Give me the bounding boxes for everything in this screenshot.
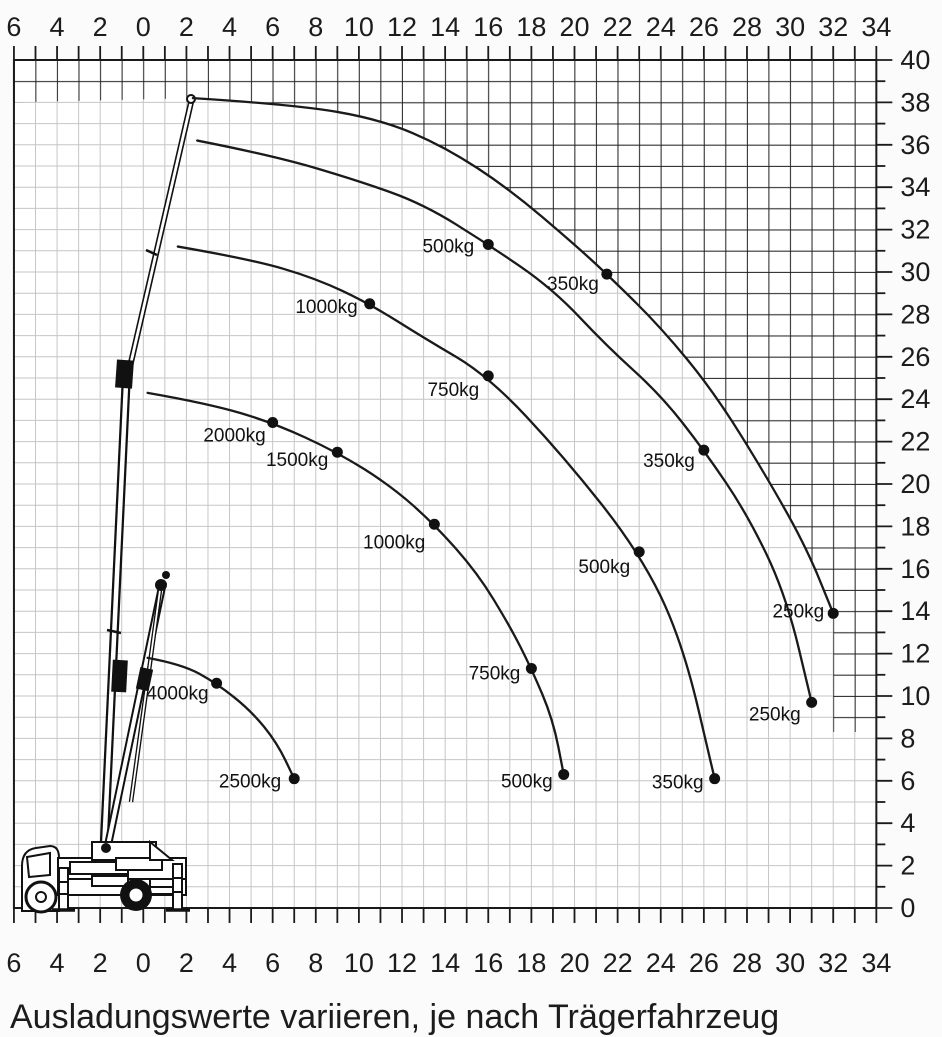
y-axis-label: 14 [900,596,931,627]
x-axis-label: 16 [473,948,504,978]
curve-marker-dot [601,269,612,280]
curve-marker-label: 1000kg [295,296,358,318]
y-axis-label: 36 [900,129,931,160]
y-axis-label: 16 [900,553,931,584]
x-axis-label: 6 [265,948,281,978]
curve-marker-label: 750kg [427,379,480,401]
curve-marker-dot [429,519,440,530]
curve-marker-dot [806,697,817,708]
x-axis-label: 30 [775,12,806,42]
curve-marker-label: 250kg [772,601,825,623]
curve-marker-label: 350kg [643,451,695,473]
curve-marker-label: 750kg [468,663,521,685]
x-axis-label: 4 [49,948,65,978]
x-axis-label: 26 [688,12,719,42]
x-axis-label: 2 [178,948,194,978]
x-axis-label: 26 [688,948,719,978]
x-axis-label: 12 [386,948,418,978]
y-axis-label: 2 [900,850,916,881]
x-axis-label: 32 [818,12,849,42]
footer-note: Ausladungswerte variieren, je nach Trägerfahrzeug [10,998,780,1036]
y-axis-label: 4 [900,808,916,839]
x-axis-label: 32 [818,948,849,978]
y-axis-label: 34 [900,172,931,203]
x-axis-label: 0 [135,948,151,978]
x-axis-label: 2 [178,12,194,42]
x-axis-label: 20 [559,948,590,978]
x-axis-label: 28 [731,12,763,42]
curve-marker-dot [267,417,278,428]
y-axis-label: 10 [900,681,931,711]
y-axis-label: 26 [900,341,931,372]
x-axis-label: 14 [430,12,461,42]
curve-marker-dot [483,370,494,381]
x-axis-label: 30 [775,948,806,978]
x-axis-label: 16 [473,12,504,42]
curve-marker-dot [634,546,645,557]
curve-marker-label: 2500kg [218,771,282,793]
curve-marker-label: 350kg [651,772,704,794]
curve-marker-dot [558,769,569,780]
x-axis-label: 8 [308,12,324,42]
y-axis-label: 40 [900,45,931,75]
y-axis-label: 38 [900,87,931,118]
y-axis-label: 28 [900,299,931,330]
y-axis-label: 20 [900,469,931,499]
y-axis-label: 32 [900,214,931,245]
x-axis-label: 22 [602,948,633,978]
x-axis-label: 0 [135,12,151,42]
x-axis-label: 24 [645,948,676,978]
x-axis-label: 4 [49,12,65,42]
x-axis-label: 6 [6,948,22,978]
curve-marker-label: 250kg [748,704,801,726]
curve-marker-dot [828,608,839,619]
curve-marker-dot [483,239,494,250]
curve-marker-dot [332,447,343,458]
y-axis-label: 30 [900,257,931,287]
curve-marker-dot [364,298,375,309]
curve-marker-dot [211,678,222,689]
x-axis-label: 18 [516,12,547,42]
y-axis-label: 8 [900,723,916,754]
x-axis-label: 34 [861,12,892,42]
curve-marker-label: 500kg [500,771,553,793]
curve-marker-label: 500kg [422,236,475,258]
curve-marker-dot [709,773,720,784]
curve-marker-dot [698,445,709,456]
curve-marker-dot [526,663,537,674]
curve-marker-label: 2000kg [203,425,266,447]
x-axis-label: 22 [602,12,633,42]
curve-marker-label: 1000kg [363,532,426,554]
x-axis-label: 20 [559,12,590,42]
curve-marker-label: 1500kg [265,450,329,472]
curve-marker-dot [289,773,300,784]
y-axis-label: 6 [900,765,916,796]
x-axis-label: 6 [6,12,22,42]
y-axis-label: 0 [900,893,916,923]
curve-marker-label: 350kg [547,274,599,296]
x-axis-label: 10 [343,948,374,978]
x-axis-label: 18 [516,948,547,978]
x-axis-label: 8 [308,948,324,978]
x-axis-label: 4 [222,12,238,42]
curve-marker-label: 500kg [578,556,631,578]
y-axis-label: 12 [900,638,931,669]
x-axis-label: 2 [92,12,108,42]
x-axis-label: 12 [386,12,418,42]
curve-marker-label: 4000kg [146,683,209,705]
x-axis-label: 34 [861,948,892,978]
x-axis-label: 24 [645,12,676,42]
y-axis-label: 18 [900,511,931,542]
x-axis-label: 14 [430,948,461,978]
x-axis-label: 6 [265,12,281,42]
x-axis-label: 4 [222,948,238,978]
y-axis-label: 24 [900,384,931,415]
x-axis-label: 10 [343,12,374,42]
x-axis-label: 28 [731,948,763,978]
x-axis-label: 2 [92,948,108,978]
y-axis-label: 22 [900,426,931,457]
